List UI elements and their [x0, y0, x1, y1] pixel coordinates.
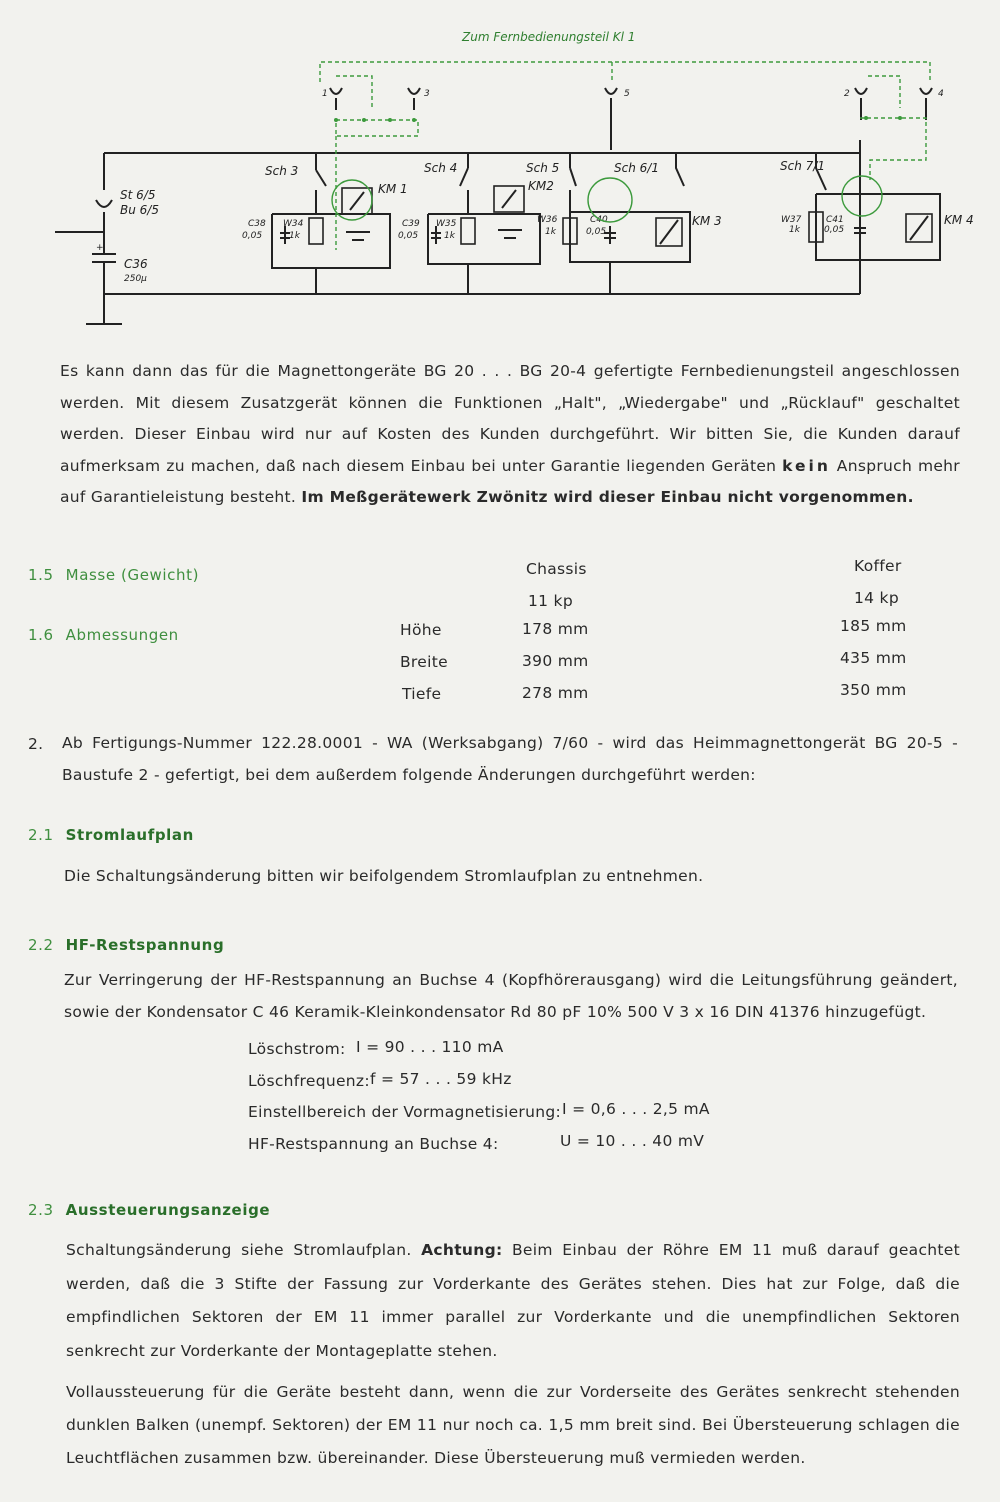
svg-text:1k: 1k [289, 231, 300, 241]
stage-km4 [780, 140, 974, 294]
svg-text:4: 4 [938, 89, 944, 99]
svg-text:1k: 1k [789, 225, 800, 235]
spec-label: HF-Restspannung an Buchse 4: [248, 1135, 499, 1153]
dim-row-label: Höhe [400, 621, 442, 639]
svg-text:W35: W35 [436, 219, 457, 229]
svg-text:5: 5 [624, 89, 630, 99]
spec-label: Einstellbereich der Vormagnetisierung: [248, 1103, 561, 1121]
spec-value: I = 0,6 . . . 2,5 mA [562, 1100, 710, 1118]
col-koffer-header: Koffer [854, 557, 902, 575]
section-2-2-paragraph: Zur Verringerung der HF-Restspannung an Buchse 4 (Kopfhörerausgang) wird die Leitungsführung geändert, sowie der Kondensator C 46 Keramik-Kleinkondensator Rd 80 pF 10% 500 V 3 x 16 DIN 41376 hinzugefügt. [64, 971, 958, 1021]
svg-text:250µ: 250µ [124, 274, 147, 284]
section-2-1-paragraph: Die Schaltungsänderung bitten wir beifolgendem Stromlaufplan zu entnehmen. [64, 867, 704, 885]
svg-text:0,05: 0,05 [824, 225, 845, 235]
dim-row-koffer: 185 mm [840, 617, 907, 635]
spec-label: Löschfrequenz: [248, 1072, 370, 1090]
svg-text:1k: 1k [444, 231, 455, 241]
spec-value: I = 90 . . . 110 mA [356, 1038, 504, 1056]
weight-chassis: 11 kp [528, 592, 573, 610]
terminal-5 [605, 88, 630, 150]
emphasis-kein: kein [782, 456, 831, 475]
dim-row-label: Tiefe [402, 685, 442, 703]
weight-koffer: 14 kp [854, 589, 899, 607]
spec-value: U = 10 . . . 40 mV [560, 1132, 705, 1150]
svg-text:KM 4: KM 4 [944, 213, 974, 227]
svg-text:1: 1 [322, 89, 328, 99]
section-2-3-paragraph-2: Vollaussteuerung für die Geräte besteht dann, wenn die zur Vorderseite des Gerätes senkrecht stehenden dunklen Balken (unempf. Sektoren) der EM 11 nur noch ca. 1,5 mm breit sind. Bei Übersteuerung schlagen die Leuchtflächen zusammen bzw. übereinander. Diese Übersteuerung muß vermieden werden. [66, 1383, 960, 1467]
c36-capacitor [86, 232, 122, 324]
svg-text:2: 2 [844, 89, 850, 99]
svg-text:Bu 6/5: Bu 6/5 [120, 203, 159, 217]
remote-label: Zum Fernbedienungsteil Kl 1 [462, 30, 636, 44]
svg-text:C36: C36 [124, 257, 148, 271]
section-2-paragraph: Ab Fertigungs-Nummer 122.28.0001 - WA (Werksabgang) 7/60 - wird das Heimmagnettongerät BG 20-5 - Baustufe 2 - gefertigt, bei dem außerdem folgende Änderungen durchgeführt werden: [62, 734, 958, 784]
svg-text:C41: C41 [826, 215, 844, 225]
svg-text:KM 3: KM 3 [692, 214, 722, 228]
dim-row-label: Breite [400, 653, 448, 671]
svg-text:W37: W37 [781, 215, 802, 225]
svg-text:W36: W36 [537, 215, 558, 225]
svg-text:C39: C39 [402, 219, 420, 229]
spec-value: f = 57 . . . 59 kHz [370, 1070, 512, 1088]
svg-text:St 6/5: St 6/5 [120, 188, 156, 202]
section-1-5-heading: 1.5 Masse (Gewicht) [28, 566, 200, 584]
dim-row-koffer: 350 mm [840, 681, 907, 699]
svg-text:0,05: 0,05 [242, 231, 263, 241]
stage-km3 [526, 153, 722, 294]
achtung-label: Achtung: [421, 1241, 503, 1259]
dim-row-chassis: 390 mm [522, 652, 589, 670]
spec-label: Löschstrom: [248, 1040, 346, 1058]
svg-text:C40: C40 [590, 215, 608, 225]
svg-text:Sch 5: Sch 5 [526, 161, 560, 175]
remote-bus-line [320, 62, 930, 82]
svg-text:+: + [96, 243, 104, 253]
stage-km1 [242, 136, 408, 294]
dim-row-koffer: 435 mm [840, 649, 907, 667]
terminal-4 [920, 88, 944, 120]
terminal-2 [844, 88, 867, 120]
socket-st65 [55, 200, 112, 232]
intro-paragraph: Es kann dann das für die Magnettongeräte BG 20 . . . BG 20-4 gefertigte Fernbedienungsteil angeschlossen werden. Mit diesem Zusatzgerät können die Funktionen „Halt", „Wiedergabe" und „Rücklauf" geschaltet werden. Dieser Einbau wird nur auf Kosten des Kunden durchgeführt. Wir bitten Sie, die Kunden darauf aufmerksam zu machen, daß nach diesem Einbau bei unter Garantie liegenden Geräten kein Anspruch mehr auf Garantieleistung besteht. Im Meßgerätewerk Zwönitz wird dieser Einbau nicht vorgenommen. [60, 362, 960, 506]
svg-text:W34: W34 [283, 219, 304, 229]
terminal-3 [408, 88, 430, 110]
section-2-3-paragraph-1: Schaltungsänderung siehe Stromlaufplan. Achtung: Beim Einbau der Röhre EM 11 muß darauf geachtet werden, daß die 3 Stifte der Fassung zur Vorderkante des Gerätes stehen. Dies hat zur Folge, daß die empfindlichen Sektoren der EM 11 immer parallel zur Vorderkante und die unempfindlichen Sektoren senkrecht zur Vorderkante der Montageplatte stehen. [66, 1241, 960, 1360]
section-2-1-heading: 2.1 Stromlaufplan [28, 826, 194, 844]
intro-bold-statement: Im Meßgerätewerk Zwönitz wird dieser Einbau nicht vorgenommen. [301, 488, 914, 506]
svg-text:KM2: KM2 [528, 179, 554, 193]
section-1-6-heading: 1.6 Abmessungen [28, 626, 179, 644]
circuit-diagram [0, 0, 1000, 340]
terminal-1 [322, 88, 342, 110]
svg-text:0,05: 0,05 [586, 227, 607, 237]
svg-text:Sch 6/1: Sch 6/1 [614, 161, 659, 175]
dim-row-chassis: 278 mm [522, 684, 589, 702]
col-chassis-header: Chassis [526, 560, 587, 578]
section-2-3-heading: 2.3 Aussteuerungsanzeige [28, 1201, 271, 1219]
svg-text:KM 1: KM 1 [378, 182, 408, 196]
svg-text:Sch 4: Sch 4 [424, 161, 458, 175]
svg-text:Sch 7/1: Sch 7/1 [780, 159, 825, 173]
svg-text:1k: 1k [545, 227, 556, 237]
svg-text:3: 3 [424, 89, 430, 99]
section-2-2-heading: 2.2 HF-Restspannung [28, 936, 225, 954]
svg-text:C38: C38 [248, 219, 266, 229]
section-2-number: 2. [28, 735, 44, 753]
dim-row-chassis: 178 mm [522, 620, 589, 638]
svg-text:0,05: 0,05 [398, 231, 419, 241]
svg-text:Sch 3: Sch 3 [265, 164, 299, 178]
